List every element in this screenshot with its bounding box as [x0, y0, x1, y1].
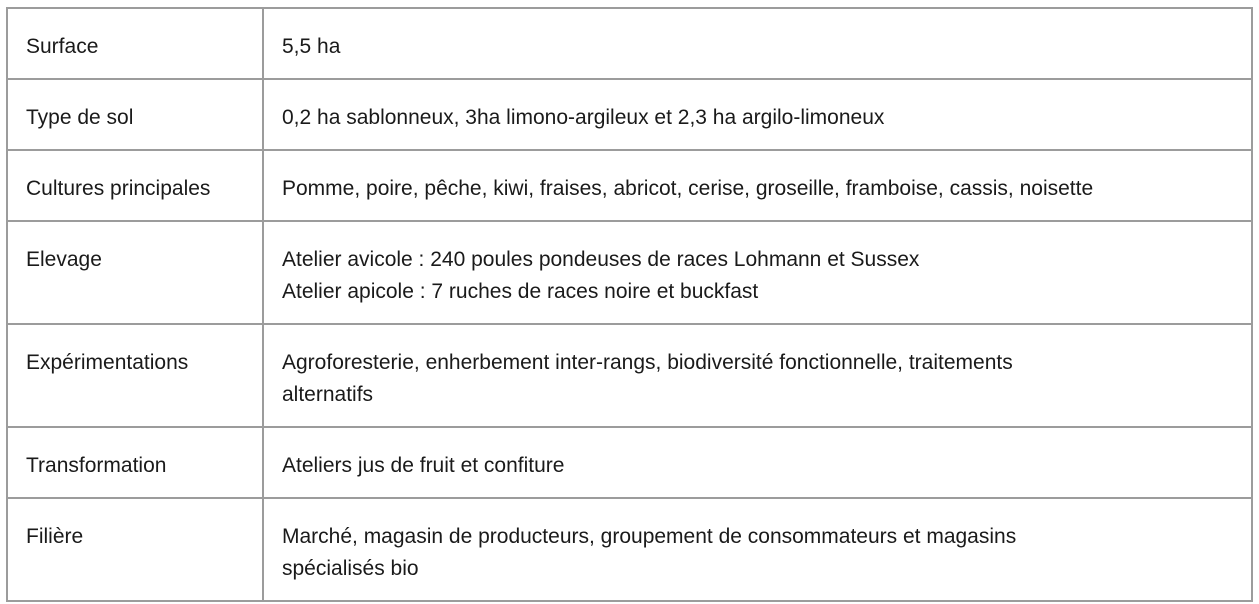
value-line: spécialisés bio [282, 557, 419, 580]
value-line: 0,2 ha sablonneux, 3ha limono-argileux et 2,3 ha argilo-limoneux [282, 106, 885, 129]
row-label-type-de-sol: Type de sol [7, 79, 263, 150]
row-label-filiere: Filière [7, 498, 263, 601]
value-line: Atelier avicole : 240 poules pondeuses de races Lohmann et Sussex [282, 248, 920, 271]
value-line: Marché, magasin de producteurs, groupement de consommateurs et magasins [282, 525, 1017, 548]
value-line: alternatifs [282, 383, 374, 406]
row-label-surface: Surface [7, 8, 263, 79]
table-row [7, 221, 1252, 324]
table-row [7, 8, 1252, 79]
row-value-surface [263, 8, 1252, 79]
row-label-cultures-principales: Cultures principales [7, 150, 263, 221]
row-value-filiere [263, 498, 1252, 601]
value-line: Agroforesterie, enherbement inter-rangs, biodiversité fonctionnelle, traitements [282, 351, 1013, 374]
table-row [7, 324, 1252, 427]
row-value-elevage [263, 221, 1252, 324]
table-row [7, 427, 1252, 498]
value-line: 5,5 ha [282, 35, 341, 58]
value-line: Atelier apicole : 7 ruches de races noire et buckfast [282, 280, 759, 303]
farm-info-table [6, 7, 1253, 602]
row-label-transformation: Transformation [7, 427, 263, 498]
row-label-elevage: Elevage [7, 221, 263, 324]
row-value-experimentations [263, 324, 1252, 427]
table-row [7, 79, 1252, 150]
row-value-cultures-principales [263, 150, 1252, 221]
table-row [7, 498, 1252, 601]
table-row [7, 150, 1252, 221]
row-value-transformation [263, 427, 1252, 498]
row-label-experimentations: Expérimentations [7, 324, 263, 427]
row-value-type-de-sol [263, 79, 1252, 150]
value-line: Ateliers jus de fruit et confiture [282, 454, 565, 477]
value-line: Pomme, poire, pêche, kiwi, fraises, abricot, cerise, groseille, framboise, cassis, noisette [282, 177, 1094, 200]
